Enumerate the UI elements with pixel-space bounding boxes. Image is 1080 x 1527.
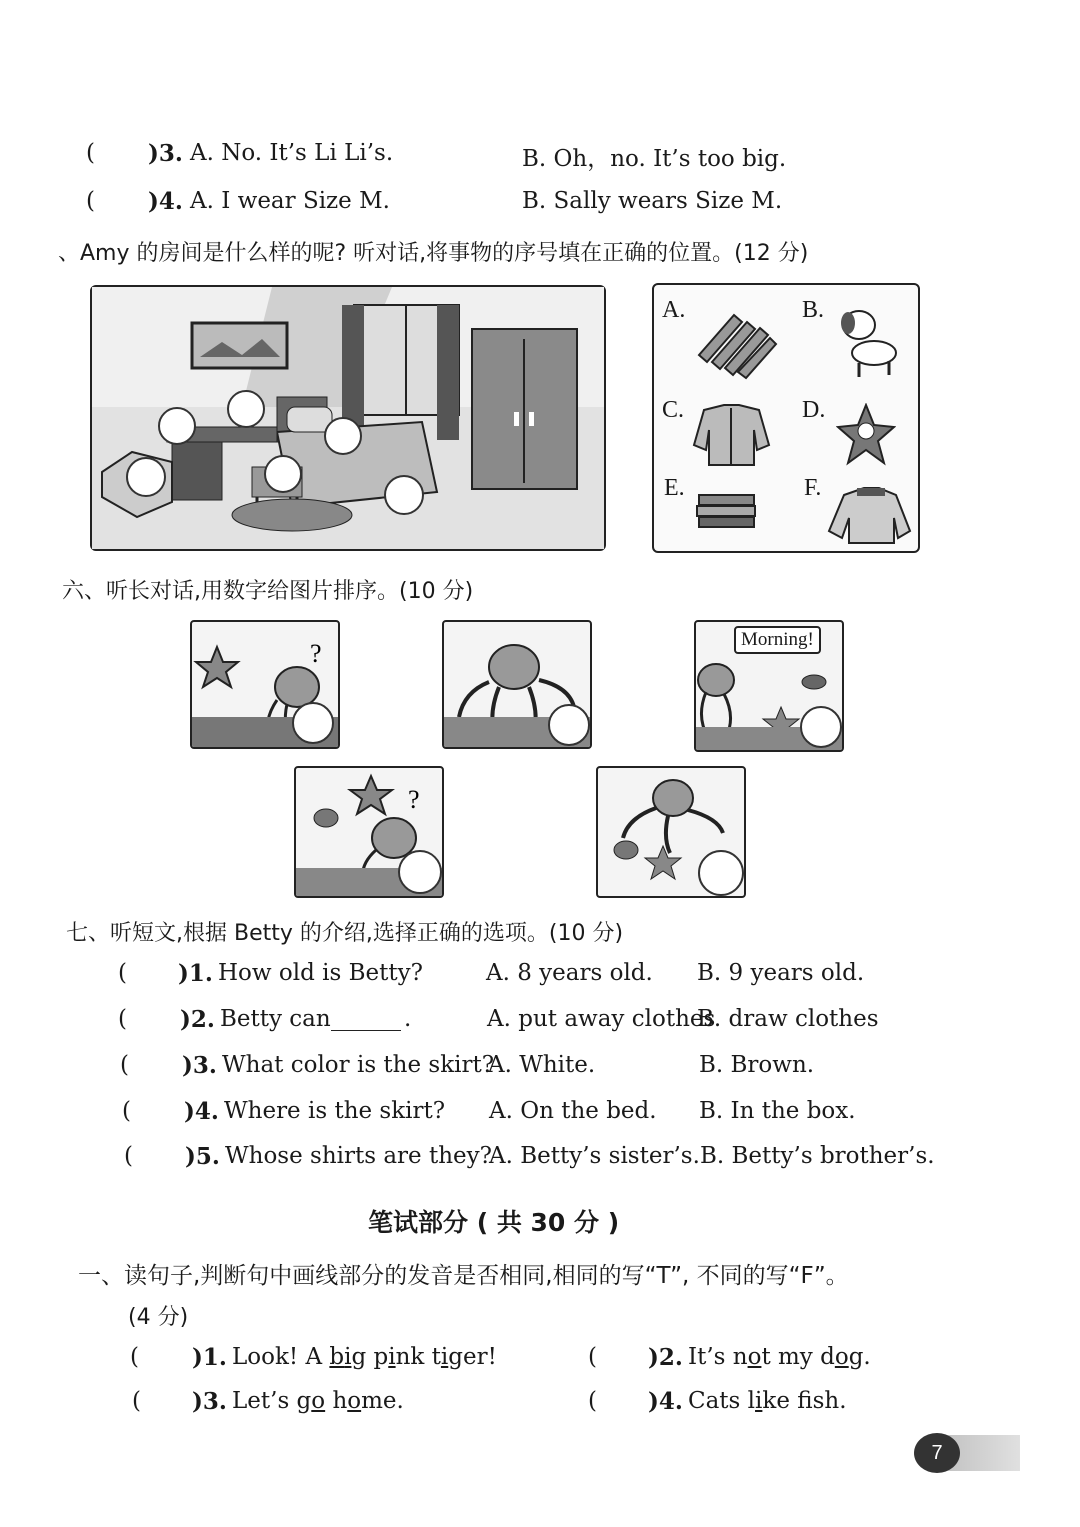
question-text: Where is the skirt? <box>224 1098 446 1124</box>
answer-circle[interactable] <box>800 706 842 748</box>
option-b: B. Brown. <box>699 1052 815 1078</box>
question-number: )3. <box>182 1052 217 1079</box>
answer-circle[interactable] <box>158 407 196 445</box>
question-number: )2. <box>648 1344 683 1371</box>
option-label: F. <box>804 475 822 501</box>
pencils-icon <box>694 310 779 380</box>
jacket-icon <box>824 483 914 548</box>
option-a: A. On the bed. <box>489 1098 657 1124</box>
score-note: (4 分) <box>128 1305 189 1330</box>
star-toy-icon <box>836 403 896 468</box>
books-icon <box>694 490 764 535</box>
answer-paren: ( <box>86 140 95 166</box>
answer-paren: ( <box>588 1344 597 1370</box>
question-number: )3. <box>148 140 183 167</box>
page-number-badge: 7 <box>914 1433 960 1473</box>
answer-paren: ( <box>130 1344 139 1370</box>
option-a: A. put away clothes <box>487 1006 716 1032</box>
option-a: A. I wear Size M. <box>190 188 390 214</box>
question-text: What color is the skirt? <box>222 1052 495 1078</box>
written-part-heading: 笔试部分 ( 共 30 分 ) <box>368 1208 620 1237</box>
answer-circle[interactable] <box>126 457 166 497</box>
option-a: A. White. <box>488 1052 596 1078</box>
sentence: It’s not my dog. <box>688 1344 871 1370</box>
story-picture <box>190 620 340 749</box>
option-b: B. In the box. <box>699 1098 856 1124</box>
answer-paren: ( <box>118 1006 127 1032</box>
answer-circle[interactable] <box>264 455 302 493</box>
option-label: E. <box>664 475 685 501</box>
option-a: A. 8 years old. <box>486 960 653 986</box>
option-b: B. Betty’s brother’s. <box>700 1143 935 1169</box>
story-picture <box>442 620 592 749</box>
question-number: )4. <box>148 188 183 215</box>
answer-paren: ( <box>588 1388 597 1414</box>
option-b: B. 9 years old. <box>697 960 865 986</box>
option-a: A. Betty’s sister’s. <box>489 1143 700 1169</box>
sentence: Look! A big pink tiger! <box>232 1344 497 1370</box>
question-text: Betty can <box>220 1006 331 1032</box>
answer-paren: ( <box>124 1143 133 1169</box>
option-b: B. draw clothes <box>697 1006 879 1032</box>
option-label: B. <box>802 297 825 323</box>
story-picture <box>694 620 844 752</box>
question-number: )5. <box>185 1143 220 1170</box>
dog-icon <box>834 305 904 380</box>
svg-text:?: ? <box>408 785 420 814</box>
option-b: B. Oh，no. It’s too big. <box>522 146 787 172</box>
answer-paren: ( <box>132 1388 141 1414</box>
shirt-icon <box>689 400 774 470</box>
question-tail: . <box>404 1006 412 1032</box>
section-7-title: 七、听短文,根据 Betty 的介绍,选择正确的选项。(10 分) <box>66 921 624 946</box>
question-number: )4. <box>184 1098 219 1125</box>
option-label: D. <box>802 397 826 423</box>
answer-paren: ( <box>118 960 127 986</box>
question-number: )4. <box>648 1388 683 1415</box>
room-picture <box>90 285 606 551</box>
answer-circle[interactable] <box>384 475 424 515</box>
answer-circle[interactable] <box>698 850 744 896</box>
written-section-1-title: 一、读句子,判断句中画线部分的发音是否相同,相同的写“T”, 不同的写“F”。 <box>78 1263 849 1289</box>
question-number: )2. <box>180 1006 215 1033</box>
section-6-title: 六、听长对话,用数字给图片排序。(10 分) <box>62 579 474 604</box>
answer-paren: ( <box>122 1098 131 1124</box>
fill-blank[interactable] <box>331 1012 401 1031</box>
option-b: B. Sally wears Size M. <box>522 188 783 214</box>
story-picture <box>294 766 444 898</box>
answer-circle[interactable] <box>227 390 265 428</box>
svg-text:?: ? <box>310 639 322 668</box>
option-label: C. <box>662 397 685 423</box>
answer-circle[interactable] <box>548 704 590 746</box>
option-a: A. No. It’s Li Li’s. <box>190 140 394 166</box>
question-text: How old is Betty? <box>218 960 423 986</box>
question-number: )1. <box>178 960 213 987</box>
story-picture <box>596 766 746 898</box>
speech-bubble: Morning! <box>734 626 821 654</box>
section-5-title: 、Amy 的房间是什么样的呢? 听对话,将事物的序号填在正确的位置。(12 分) <box>58 241 809 266</box>
option-label: A. <box>662 297 686 323</box>
answer-circle[interactable] <box>398 850 442 894</box>
sentence: Cats like fsh. <box>688 1388 847 1414</box>
answer-paren: ( <box>86 188 95 214</box>
question-number: )1. <box>192 1344 227 1371</box>
question-number: )3. <box>192 1388 227 1415</box>
answer-circle[interactable] <box>324 417 362 455</box>
item-options-box <box>652 283 920 553</box>
question-text: Whose shirts are they? <box>225 1143 492 1169</box>
sentence: Let’s go home. <box>232 1388 404 1414</box>
answer-circle[interactable] <box>292 702 334 744</box>
answer-paren: ( <box>120 1052 129 1078</box>
